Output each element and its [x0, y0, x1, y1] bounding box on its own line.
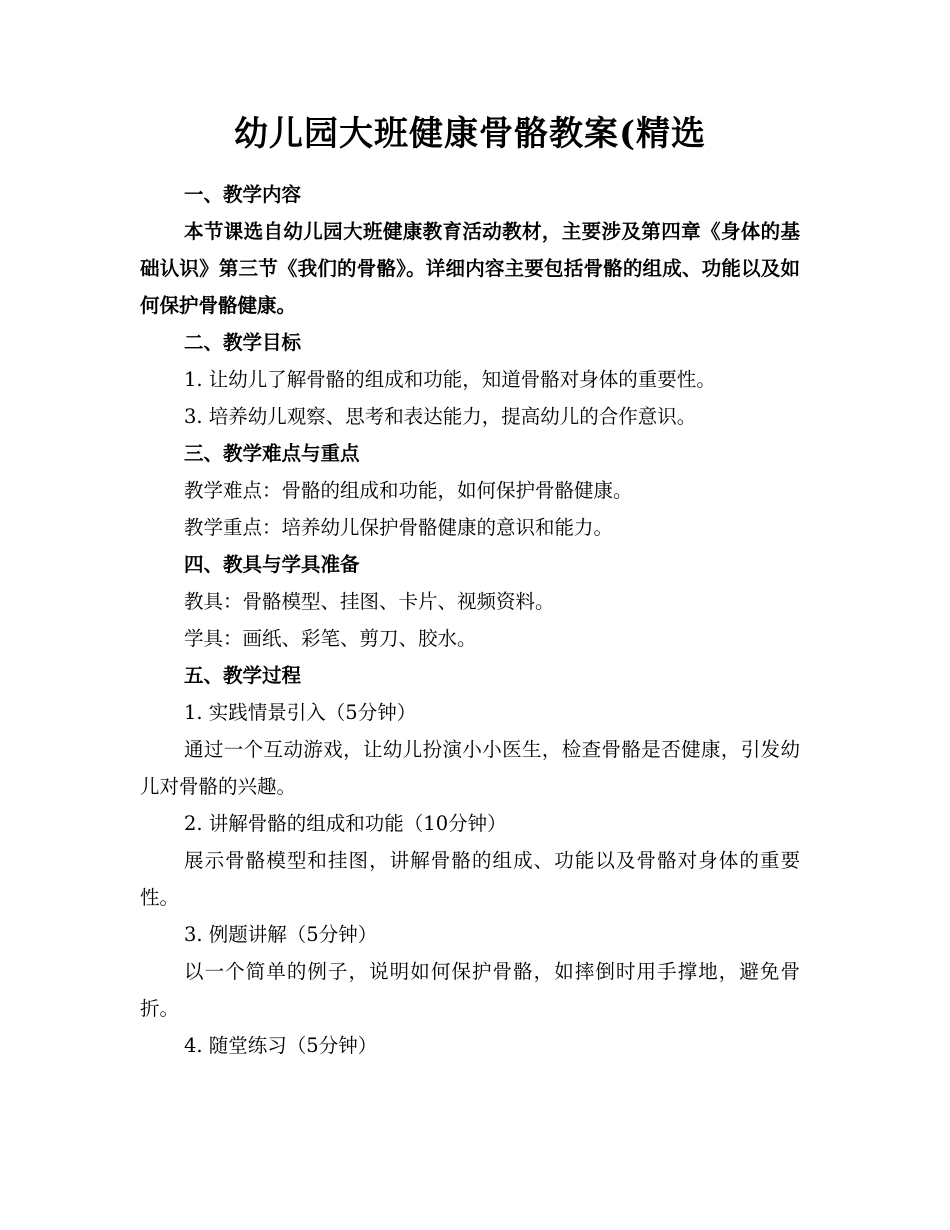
- student-tools: 学具：画纸、彩笔、剪刀、胶水。: [184, 627, 477, 650]
- section-heading-process: 五、教学过程: [184, 664, 302, 687]
- process-step-title: 2. 讲解骨骼的组成和功能（10分钟）: [184, 812, 507, 835]
- process-step-text: 通过一个互动游戏，让幼儿扮演小小医生，检查骨骼是否健康，引发幼儿对骨骼的兴趣。: [140, 738, 800, 798]
- document-page: [140, 108, 800, 1064]
- process-step-title: 1. 实践情景引入（5分钟）: [184, 701, 417, 724]
- teacher-tools: 教具：骨骼模型、挂图、卡片、视频资料。: [184, 590, 555, 613]
- goal-item: 3. 培养幼儿观察、思考和表达能力，提高幼儿的合作意识。: [184, 405, 697, 428]
- process-step-text: 以一个简单的例子，说明如何保护骨骼，如摔倒时用手撑地，避免骨折。: [140, 960, 800, 1020]
- section-heading-difficulty: 三、教学难点与重点: [184, 442, 360, 465]
- process-step-text: 展示骨骼模型和挂图，讲解骨骼的组成、功能以及骨骼对身体的重要性。: [140, 849, 800, 909]
- content-paragraph: 本节课选自幼儿园大班健康教育活动教材，主要涉及第四章《身体的基础认识》第三节《我们的骨骼》。详细内容主要包括骨骼的组成、功能以及如何保护骨骼健康。: [140, 220, 800, 317]
- process-step-title: 3. 例题讲解（5分钟）: [184, 923, 378, 946]
- difficult-point: 教学难点：骨骼的组成和功能，如何保护骨骼健康。: [184, 479, 633, 502]
- process-step-title: 4. 随堂练习（5分钟）: [184, 1034, 378, 1057]
- section-heading-content: 一、教学内容: [184, 183, 302, 206]
- document-title: 幼儿园大班健康骨骼教案(精选: [233, 114, 707, 154]
- section-heading-goals: 二、教学目标: [184, 331, 302, 354]
- key-point: 教学重点：培养幼儿保护骨骼健康的意识和能力。: [184, 516, 614, 539]
- section-heading-tools: 四、教具与学具准备: [184, 553, 360, 576]
- goal-item: 1. 让幼儿了解骨骼的组成和功能，知道骨骼对身体的重要性。: [184, 368, 716, 391]
